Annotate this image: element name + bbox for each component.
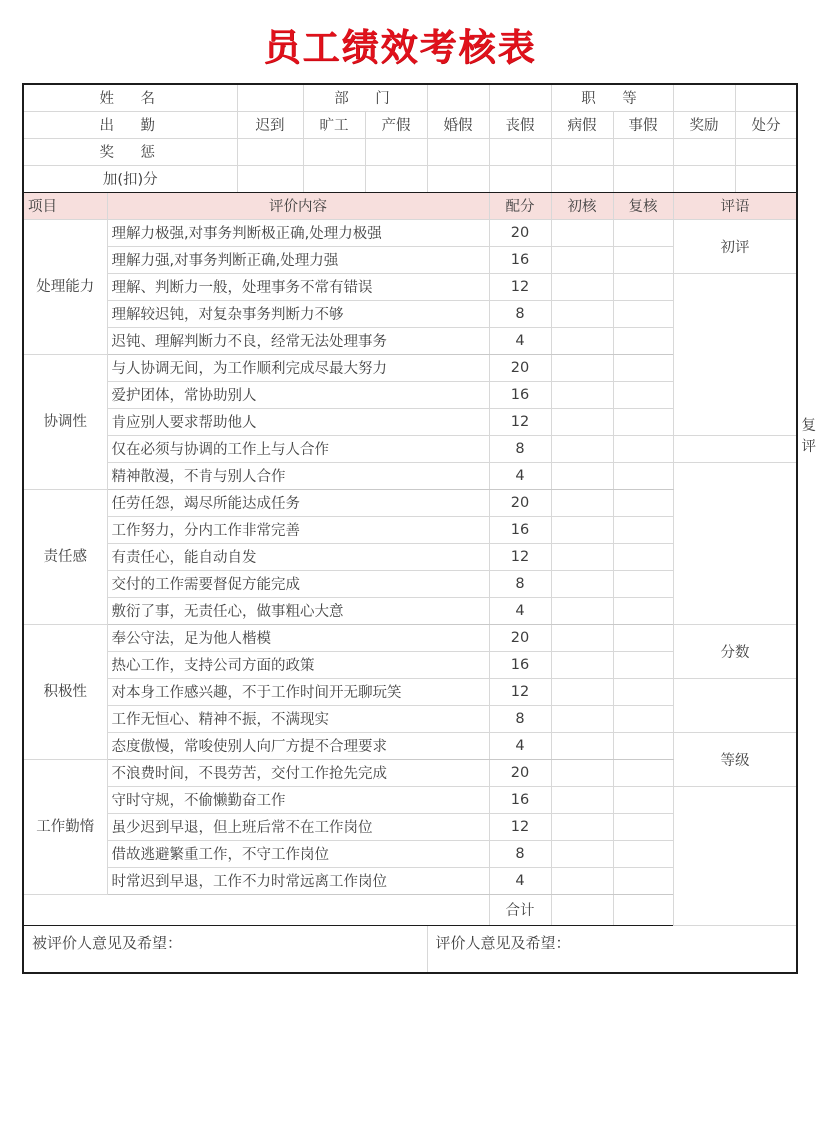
info-row [23, 84, 797, 112]
table-row [23, 435, 797, 462]
adjust-cell[interactable] [237, 165, 303, 192]
criteria-points: 12 [489, 678, 551, 705]
first-review-cell[interactable] [551, 759, 613, 786]
total-first-review[interactable] [551, 894, 613, 925]
category-label-2: 责任感 [23, 489, 107, 624]
attendance-col-late: 迟到 [237, 111, 303, 138]
reward-penalty-cell[interactable] [673, 138, 735, 165]
criteria-points: 20 [489, 759, 551, 786]
criteria-points: 16 [489, 786, 551, 813]
criteria-text: 肯应别人要求帮助他人 [107, 408, 489, 435]
criteria-points: 12 [489, 273, 551, 300]
table-row [23, 462, 797, 489]
second-review-cell[interactable] [613, 867, 673, 894]
performance-review-table [22, 83, 816, 974]
second-review-cell[interactable] [613, 813, 673, 840]
criteria-text: 理解力极强,对事务判断极正确,处理力极强 [107, 219, 489, 246]
criteria-points: 4 [489, 462, 551, 489]
first-review-cell[interactable] [551, 273, 613, 300]
header-second-review: 复核 [613, 192, 673, 219]
second-review-cell[interactable] [613, 246, 673, 273]
rank-label: 职 等 [551, 84, 673, 112]
criteria-text: 交付的工作需要督促方能完成 [107, 570, 489, 597]
second-review-cell[interactable] [613, 489, 673, 516]
department-label: 部 门 [303, 84, 427, 112]
adjust-cell[interactable] [613, 165, 673, 192]
criteria-text: 奉公守法，足为他人楷模 [107, 624, 489, 651]
second-review-cell[interactable] [613, 840, 673, 867]
attendance-col-absent: 旷工 [303, 111, 365, 138]
reward-penalty-cell[interactable] [427, 138, 489, 165]
criteria-text: 热心工作，支持公司方面的政策 [107, 651, 489, 678]
table-row [23, 732, 797, 759]
first-review-cell[interactable] [551, 543, 613, 570]
reward-penalty-cell[interactable] [613, 138, 673, 165]
criteria-points: 4 [489, 597, 551, 624]
criteria-points: 20 [489, 624, 551, 651]
criteria-text: 有责任心，能自动自发 [107, 543, 489, 570]
criteria-text: 爱护团体，常协助别人 [107, 381, 489, 408]
criteria-points: 16 [489, 651, 551, 678]
second-review-cell[interactable] [613, 732, 673, 759]
first-review-cell[interactable] [551, 624, 613, 651]
table-row [23, 219, 797, 246]
second-review-cell[interactable] [613, 408, 673, 435]
reward-penalty-cell[interactable] [551, 138, 613, 165]
second-review-cell[interactable] [613, 462, 673, 489]
first-review-cell[interactable] [551, 327, 613, 354]
criteria-text: 迟钝、理解判断力不良，经常无法处理事务 [107, 327, 489, 354]
attendance-col-marriage: 婚假 [427, 111, 489, 138]
first-review-cell[interactable] [551, 651, 613, 678]
opinion-row [23, 925, 797, 973]
adjust-cell[interactable] [489, 165, 551, 192]
criteria-text: 敷衍了事，无责任心，做事粗心大意 [107, 597, 489, 624]
rank-value-extra[interactable] [735, 84, 797, 112]
first-review-cell[interactable] [551, 813, 613, 840]
reward-penalty-cell[interactable] [365, 138, 427, 165]
second-review-cell[interactable] [613, 435, 673, 462]
criteria-points: 16 [489, 246, 551, 273]
criteria-points: 8 [489, 840, 551, 867]
name-label: 姓 名 [23, 84, 237, 112]
criteria-points: 4 [489, 867, 551, 894]
second-review-cell[interactable] [613, 570, 673, 597]
table-row [23, 786, 797, 813]
second-review-cell[interactable] [613, 381, 673, 408]
criteria-text: 任劳任怨，竭尽所能达成任务 [107, 489, 489, 516]
comment-block-initial-empty[interactable] [673, 273, 797, 435]
comment-block-review-empty[interactable] [673, 462, 797, 624]
criteria-text: 虽少迟到早退，但上班后常不在工作岗位 [107, 813, 489, 840]
attendance-col-personal: 事假 [613, 111, 673, 138]
second-review-cell[interactable] [613, 705, 673, 732]
category-label-3: 积极性 [23, 624, 107, 759]
criteria-points: 8 [489, 705, 551, 732]
second-review-cell[interactable] [613, 543, 673, 570]
category-label-1: 协调性 [23, 354, 107, 489]
rank-value[interactable] [673, 84, 735, 112]
first-review-cell[interactable] [551, 786, 613, 813]
first-review-cell[interactable] [551, 705, 613, 732]
attendance-col-penalty: 处分 [735, 111, 797, 138]
attendance-col-funeral: 丧假 [489, 111, 551, 138]
adjust-cell[interactable] [673, 165, 735, 192]
first-review-cell[interactable] [551, 246, 613, 273]
second-review-cell[interactable] [613, 786, 673, 813]
total-spacer [23, 894, 489, 925]
second-review-cell[interactable] [613, 273, 673, 300]
criteria-points: 8 [489, 300, 551, 327]
comment-block-score[interactable]: 分数 [673, 624, 797, 678]
criteria-text: 与人协调无间，为工作顺利完成尽最大努力 [107, 354, 489, 381]
second-review-cell[interactable] [613, 759, 673, 786]
reward-penalty-cell[interactable] [489, 138, 551, 165]
attendance-label: 出 勤 [23, 111, 237, 138]
second-review-cell[interactable] [613, 219, 673, 246]
adjust-row [23, 165, 797, 192]
criteria-text: 态度傲慢，常唆使别人向厂方提不合理要求 [107, 732, 489, 759]
header-points: 配分 [489, 192, 551, 219]
attendance-col-maternity: 产假 [365, 111, 427, 138]
first-review-cell[interactable] [551, 408, 613, 435]
first-review-cell[interactable] [551, 354, 613, 381]
header-content: 评价内容 [107, 192, 489, 219]
criteria-points: 20 [489, 354, 551, 381]
criteria-points: 12 [489, 543, 551, 570]
reviewee-opinion[interactable]: 被评价人意见及希望： [23, 925, 427, 973]
header-comment: 评语 [673, 192, 797, 219]
criteria-points: 12 [489, 813, 551, 840]
first-review-cell[interactable] [551, 381, 613, 408]
category-label-4: 工作勤惰 [23, 759, 107, 894]
criteria-text: 工作努力，分内工作非常完善 [107, 516, 489, 543]
table-row: 肯应别人要求帮助他人 12 复评 [23, 408, 797, 435]
attendance-header-row [23, 111, 797, 138]
table-row [23, 678, 797, 705]
second-review-cell[interactable] [613, 300, 673, 327]
first-review-cell[interactable] [551, 840, 613, 867]
name-value[interactable] [237, 84, 303, 112]
comment-block-score-empty[interactable] [673, 678, 797, 732]
category-label-0: 处理能力 [23, 219, 107, 354]
criteria-points: 4 [489, 327, 551, 354]
reward-penalty-cell[interactable] [735, 138, 797, 165]
second-review-cell[interactable] [613, 597, 673, 624]
first-review-cell[interactable] [551, 462, 613, 489]
first-review-cell[interactable] [551, 678, 613, 705]
second-review-cell[interactable] [613, 354, 673, 381]
first-review-cell[interactable] [551, 435, 613, 462]
attendance-col-sick: 病假 [551, 111, 613, 138]
adjust-cell[interactable] [303, 165, 365, 192]
criteria-points: 16 [489, 381, 551, 408]
criteria-points: 20 [489, 219, 551, 246]
adjust-cell[interactable] [365, 165, 427, 192]
criteria-text: 借故逃避繁重工作，不守工作岗位 [107, 840, 489, 867]
adjust-cell[interactable] [735, 165, 797, 192]
criteria-text: 精神散漫，不肯与别人合作 [107, 462, 489, 489]
first-review-cell[interactable] [551, 597, 613, 624]
reward-penalty-cell[interactable] [237, 138, 303, 165]
first-review-cell[interactable] [551, 516, 613, 543]
table-row [23, 624, 797, 651]
criteria-text: 理解较迟钝，对复杂事务判断力不够 [107, 300, 489, 327]
first-review-cell[interactable] [551, 489, 613, 516]
header-first-review: 初核 [551, 192, 613, 219]
criteria-points: 16 [489, 516, 551, 543]
criteria-text: 不浪费时间，不畏劳苦，交付工作抢先完成 [107, 759, 489, 786]
criteria-points: 20 [489, 489, 551, 516]
table-row [23, 273, 797, 300]
criteria-text: 工作无恒心、精神不振，不满现实 [107, 705, 489, 732]
evaluation-header-row [23, 192, 797, 219]
attendance-col-reward: 奖励 [673, 111, 735, 138]
criteria-text: 守时守规，不偷懒勤奋工作 [107, 786, 489, 813]
comment-block-initial[interactable]: 初评 [673, 219, 797, 273]
second-review-cell[interactable] [613, 624, 673, 651]
second-review-cell[interactable] [613, 678, 673, 705]
reward-penalty-label: 奖 惩 [23, 138, 237, 165]
adjust-cell[interactable] [427, 165, 489, 192]
page-title: 员工绩效考核表 [263, 26, 537, 69]
first-review-cell[interactable] [551, 732, 613, 759]
second-review-cell[interactable] [613, 651, 673, 678]
first-review-cell[interactable] [551, 570, 613, 597]
comment-block-grade[interactable]: 等级 [673, 732, 797, 786]
criteria-points: 12 [489, 408, 551, 435]
department-value-extra[interactable] [489, 84, 551, 112]
criteria-points: 4 [489, 732, 551, 759]
reward-penalty-row [23, 138, 797, 165]
first-review-cell[interactable] [551, 219, 613, 246]
second-review-cell[interactable] [613, 516, 673, 543]
header-item: 项目 [23, 192, 107, 219]
criteria-points: 8 [489, 435, 551, 462]
criteria-text: 理解、判断力一般，处理事务不常有错误 [107, 273, 489, 300]
comment-block-grade-empty[interactable] [673, 786, 797, 925]
second-review-cell[interactable] [613, 327, 673, 354]
reviewer-opinion[interactable]: 评价人意见及希望： [427, 925, 797, 973]
criteria-text: 时常迟到早退，工作不力时常远离工作岗位 [107, 867, 489, 894]
total-label: 合计 [489, 894, 551, 925]
criteria-text: 理解力强,对事务判断正确,处理力强 [107, 246, 489, 273]
total-second-review[interactable] [613, 894, 673, 925]
department-value[interactable] [427, 84, 489, 112]
first-review-cell[interactable] [551, 300, 613, 327]
criteria-text: 对本身工作感兴趣，不于工作时间开无聊玩笑 [107, 678, 489, 705]
first-review-cell[interactable] [551, 867, 613, 894]
adjust-cell[interactable] [551, 165, 613, 192]
criteria-points: 8 [489, 570, 551, 597]
reward-penalty-cell[interactable] [303, 138, 365, 165]
criteria-text: 仅在必须与协调的工作上与人合作 [107, 435, 489, 462]
adjust-label: 加(扣)分 [23, 165, 237, 192]
